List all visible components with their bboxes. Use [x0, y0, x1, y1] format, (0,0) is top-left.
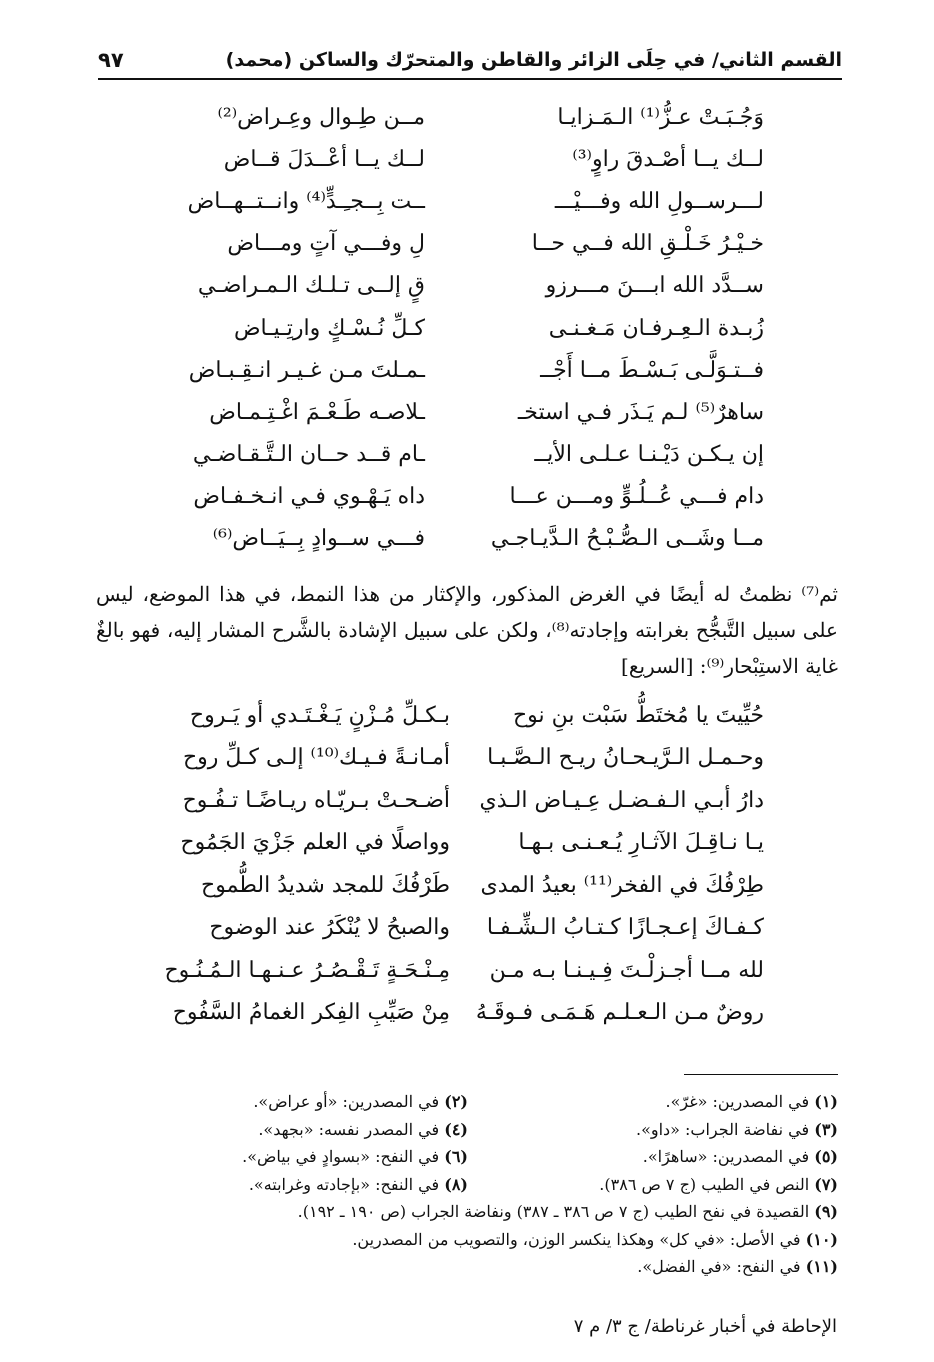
first-hemistich: لله مــا أجـزلْـتَ فِـيـنـا بـه مـن: [489, 957, 764, 983]
footnote: [468, 1175, 838, 1194]
second-hemistich: طَرْفُكَ للمجد شديدُ الطُّموح: [201, 872, 450, 898]
second-hemistich: قٍ إلــى تـلـك الـمـراضـي: [197, 273, 425, 299]
footnote-row: [98, 1253, 838, 1281]
footnote-number: (٧): [814, 1174, 838, 1194]
first-hemistich: دارُ أبـي الـفـضـل عِـيـاض الـذي: [479, 787, 764, 813]
second-hemistich: ـام قــد حــان الـتَّـقـاضـي: [192, 442, 425, 468]
first-hemistich: كـفـاكَ إعـجـازًا كـتـابُ الـشِّـفـا: [486, 915, 764, 941]
verse: [150, 138, 764, 180]
verse: [150, 949, 764, 992]
verse: [150, 992, 764, 1035]
footnote-text: القصيدة في نفح الطيب (ج ٧ ص ٣٨٦ ـ ٣٨٧) ونفاضة الجراب (ص ١٩٠ ـ ١٩٢).: [297, 1202, 810, 1222]
footnote-number: (٣): [814, 1119, 838, 1139]
verse: [150, 223, 764, 265]
footnote-number: (١١): [805, 1257, 838, 1277]
footnote: [352, 1230, 838, 1249]
footnote-row: [98, 1198, 838, 1226]
first-hemistich: روضٌ مـن الـعـلـم هَـمَـى فـوقَـهُ: [475, 1000, 764, 1026]
footnote-number: (٢): [444, 1092, 468, 1112]
footnotes: [98, 1088, 838, 1281]
poem-second: [150, 694, 764, 1034]
footnote-divider: [684, 1074, 838, 1075]
footnote-text: في النفح: «بسوادٍ في بياض».: [242, 1147, 440, 1167]
footnote-text: النص في الطيب (ج ٧ ص ٣٨٦).: [599, 1174, 810, 1194]
footnote-text: في المصدر نفسه: «بجهد».: [258, 1119, 440, 1139]
verse: [150, 737, 764, 780]
footnote-text: في النفح: «في الفضل».: [637, 1257, 801, 1277]
footnote: [98, 1120, 468, 1139]
footnote-text: في المصدرين: «ساهرًا».: [642, 1147, 810, 1167]
footnote: [98, 1092, 468, 1111]
second-hemistich: أضـحـتْ بـريّـاه ريـاضًـا تـفُـوح: [182, 787, 450, 813]
verse: [150, 307, 764, 349]
first-hemistich: ساهرٌ⁽⁵⁾ لـم يَـذَر فـي استخـ: [517, 399, 764, 425]
first-hemistich: دام فـــي عُــلُـوٍّ ومـــن عـــا: [509, 484, 764, 510]
footnote-number: (١٠): [805, 1229, 838, 1249]
second-hemistich: مِنْ صَيِّبِ الفِكر الغمامُ السَّفُوح: [172, 1000, 450, 1026]
verse: [150, 907, 764, 950]
first-hemistich: ســدَّد الله ابـــنَ مـــرزو: [545, 273, 764, 299]
prose-paragraph: ثم⁽⁷⁾ نظمتُ له أيضًا في الغرض المذكور، والإكثار من هذا النمط، في هذا الموضع، ليس على سبيل التَّبجُّح بغرابته وإجادته⁽⁸⁾، ولكن على سبيل الإشادة بالشَّرح المشار إليه، فهو بالغٌ غاية الاستِبْحار⁽⁹⁾: [السريع]: [96, 582, 838, 678]
page-number: ٩٧: [98, 48, 124, 72]
footnote-number: (٥): [814, 1147, 838, 1167]
first-hemistich: فــتـوَلَّـى بَـسْـطَ مــا أَجْــ: [540, 357, 764, 383]
footnote-row: [98, 1116, 838, 1144]
verse: [150, 779, 764, 822]
footnote: [468, 1147, 838, 1166]
footnote: [468, 1120, 838, 1139]
second-hemistich: مِـنْـحَـةٍ تَـقْـصُـرُ عـنـهـا الـمُـنُـوح: [164, 957, 450, 983]
footnote-text: في المصدرين: «غرّ».: [665, 1092, 810, 1112]
second-hemistich: كـلِّ نُـسْـكٍ وارتِـيـاض: [233, 315, 425, 341]
second-hemistich: مــن طِـوال وعِـراض⁽²⁾: [217, 104, 425, 130]
verse: [150, 434, 764, 476]
footnote-number: (٨): [444, 1174, 468, 1194]
second-hemistich: فـــي ســوادٍ بِــيَــاض⁽⁶⁾: [212, 526, 425, 552]
first-hemistich: لــك يــا أصْـدقَ راوٍ⁽³⁾: [572, 146, 764, 172]
footnote-text: في النفح: «بإجادته وغرابته».: [248, 1174, 440, 1194]
verse: [150, 864, 764, 907]
footnote-row: [98, 1143, 838, 1171]
second-hemistich: لِ وفـــي آتٍ ومـــاض: [227, 231, 425, 257]
verse: [150, 822, 764, 865]
footnote: [298, 1202, 838, 1221]
verse: [150, 96, 764, 138]
footnote: [98, 1175, 468, 1194]
second-hemistich: لــك يــا أعْــدَلَ قــاض: [223, 146, 425, 172]
footnote-text: في نفاضة الجراب: «داو».: [635, 1119, 810, 1139]
footnote-number: (١): [814, 1092, 838, 1112]
second-hemistich: بـكـلِّ مُـزْنٍ يَـغْـتَـدي أو يَـروح: [189, 702, 450, 728]
second-hemistich: ـمـلتَ مـن غـيـر انـقِـبـاض: [188, 357, 425, 383]
footnote-number: (٩): [814, 1202, 838, 1222]
first-hemistich: إن يـكـن دَيْـنـا عـلـى الأيــ: [534, 442, 764, 468]
verse: [150, 391, 764, 433]
first-hemistich: زُبـدة الـعِـرفـان مَـغـنـى: [548, 315, 764, 341]
running-header: [98, 42, 842, 80]
footnote: [637, 1257, 838, 1276]
header-title: القسم الثاني/ في حِلَى الزائر والقاطن والمتحرّك والساكن (محمد): [225, 49, 842, 71]
footnote: [468, 1092, 838, 1111]
verse: [150, 694, 764, 737]
footnote-number: (٤): [444, 1119, 468, 1139]
verse: [150, 518, 764, 560]
footnote-text: في المصدرين: «أو عراض».: [253, 1092, 440, 1112]
first-hemistich: خـيْـرُ خَـلْـقِ الله فــي حــا: [531, 231, 764, 257]
footnote: [98, 1147, 468, 1166]
verse: [150, 349, 764, 391]
second-hemistich: والصبحُ لا يُنْكَرُ عند الوضوح: [209, 915, 450, 941]
first-hemistich: لـــرســولِ الله وفـــيْـــ: [554, 188, 764, 214]
first-hemistich: مــا وشَــى الـصُّـبْـحُ الـدَّيـاجـي: [490, 526, 764, 552]
first-hemistich: طِرْفُكَ في الفخر⁽¹¹⁾ بعيدُ المدى: [480, 872, 764, 898]
first-hemistich: وَجُـبَـتْ عـزُّ⁽¹⁾ الـمَـزايـا: [557, 104, 764, 130]
second-hemistich: ــت بِــجـِـدٍّ⁽⁴⁾ وانــتــهــاض: [187, 188, 425, 214]
poem-first: [150, 96, 764, 560]
first-hemistich: وحـمـل الـرَّيـحـانُ ريـح الـصَّـبـا: [487, 745, 764, 771]
footnote-number: (٦): [444, 1147, 468, 1167]
first-hemistich: يـا نـاقِـلَ الآثـارِ يُـعـنـى بـهـا: [518, 830, 764, 856]
footnote-row: [98, 1171, 838, 1199]
verse: [150, 476, 764, 518]
second-hemistich: وواصلًا في العلم جَزْيَ الجَمُوح: [180, 830, 450, 856]
second-hemistich: داه يَـهْـوي فـي انـخـفـاض: [193, 484, 425, 510]
verse: [150, 180, 764, 222]
footnote-row: [98, 1088, 838, 1116]
footnote-text: في الأصل: «في كل» وهكذا ينكسر الوزن، والتصويب من المصدرين.: [352, 1229, 801, 1249]
verse: [150, 265, 764, 307]
first-hemistich: حُيِّيتَ يا مُختَطُّ سَبْت بنِ نوح: [512, 702, 764, 728]
running-footer: الإحاطة في أخبار غرناطة/ ج ٣/ م ٧: [573, 1316, 837, 1337]
second-hemistich: ـلاصـه طَـعْـمَ اغْـتِـمـاض: [209, 399, 425, 425]
footnote-row: [98, 1226, 838, 1254]
second-hemistich: أمـانـةً فـيـك⁽¹⁰⁾ إلـى كـلِّ روح: [182, 745, 450, 771]
